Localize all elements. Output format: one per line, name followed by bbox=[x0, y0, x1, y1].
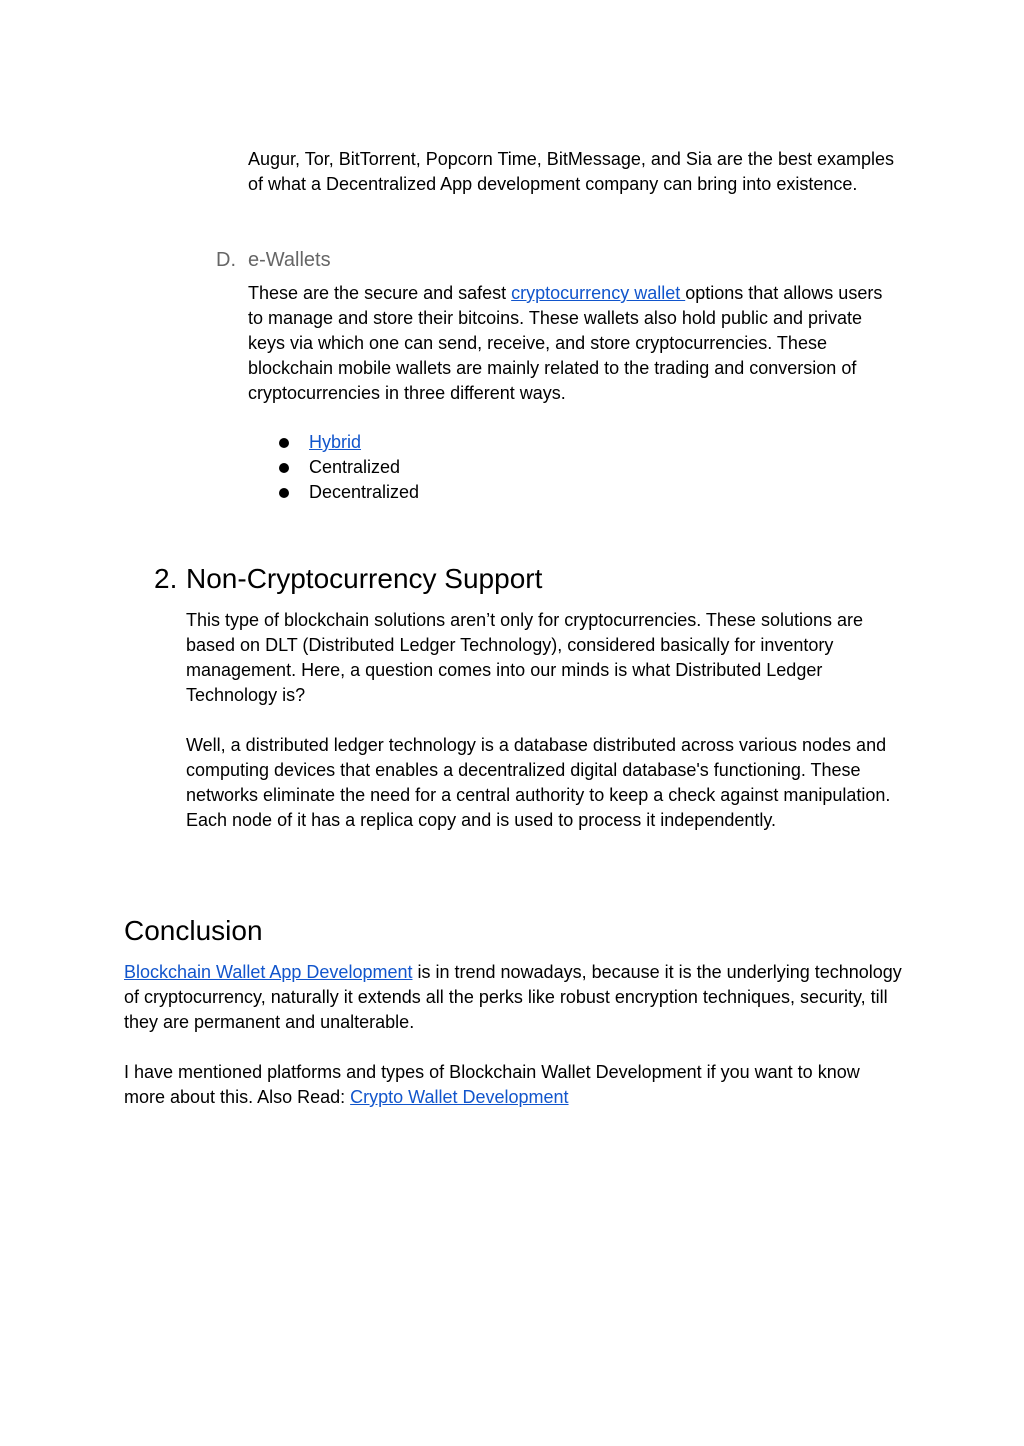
list-item-hybrid bbox=[278, 430, 419, 455]
conclusion-text-2: I have mentioned platforms and types of Blockchain Wallet Development if you want to know more about this. Also Read: bbox=[124, 1062, 860, 1107]
conclusion-paragraph-1 bbox=[124, 960, 904, 1035]
ewallets-text-after-link: options that allows users to manage and store their bitcoins. These wallets also hold public and private keys via which one can send, receive, and store cryptocurrencies. These blockchain mobile wallets are mainly related to the trading and conversion of cryptocurrencies in three different ways. bbox=[248, 283, 883, 403]
conclusion-paragraph-2 bbox=[124, 1060, 904, 1110]
centralized-label: Centralized bbox=[309, 457, 401, 477]
cryptocurrency-wallet-link[interactable]: cryptocurrency wallet bbox=[511, 283, 686, 303]
ewallets-text-before-link: These are the secure and safest bbox=[248, 283, 512, 303]
list-item-centralized bbox=[278, 455, 419, 480]
bullet-icon bbox=[279, 438, 289, 448]
dlt-intro-paragraph: This type of blockchain solutions aren’t only for cryptocurrencies. These solutions are based on DLT (Distributed Ledger Technology), considered basically for inventory management. Here, a question comes into our minds is what Distributed Ledger Technology is? bbox=[186, 610, 864, 705]
hybrid-link[interactable]: Hybrid bbox=[309, 432, 362, 452]
bullet-icon bbox=[279, 488, 289, 498]
section-number-2: 2. bbox=[154, 563, 178, 594]
decentralized-label: Decentralized bbox=[309, 482, 420, 502]
bullet-icon bbox=[279, 463, 289, 473]
dlt-definition-paragraph: Well, a distributed ledger technology is a database distributed across various nodes and computing devices that enables a decentralized digital database's functioning. These networks eliminate the need for a central authority to keep a check against manipulation. Each node of it has a replica copy and is used to process it independently. bbox=[186, 735, 891, 830]
blockchain-wallet-app-development-link[interactable]: Blockchain Wallet App Development bbox=[124, 962, 413, 982]
ewallets-paragraph bbox=[248, 281, 898, 406]
crypto-wallet-development-link[interactable]: Crypto Wallet Development bbox=[350, 1087, 569, 1107]
conclusion-text-1: is in trend nowadays, because it is the underlying technology of cryptocurrency, naturally it extends all the perks like robust encryption techniques, security, till they are permanent and unalterable. bbox=[124, 962, 902, 1032]
non-crypto-support-heading: Non-Cryptocurrency Support bbox=[186, 563, 543, 594]
ewallets-heading: e-Wallets bbox=[248, 249, 331, 271]
list-marker-d: D. bbox=[216, 249, 236, 271]
wallet-types-list bbox=[278, 430, 419, 505]
conclusion-heading: Conclusion bbox=[124, 915, 263, 946]
list-item-decentralized bbox=[278, 480, 419, 505]
dapp-examples-paragraph: Augur, Tor, BitTorrent, Popcorn Time, BitMessage, and Sia are the best examples of what a Decentralized App development company can bring into existence. bbox=[248, 149, 895, 194]
